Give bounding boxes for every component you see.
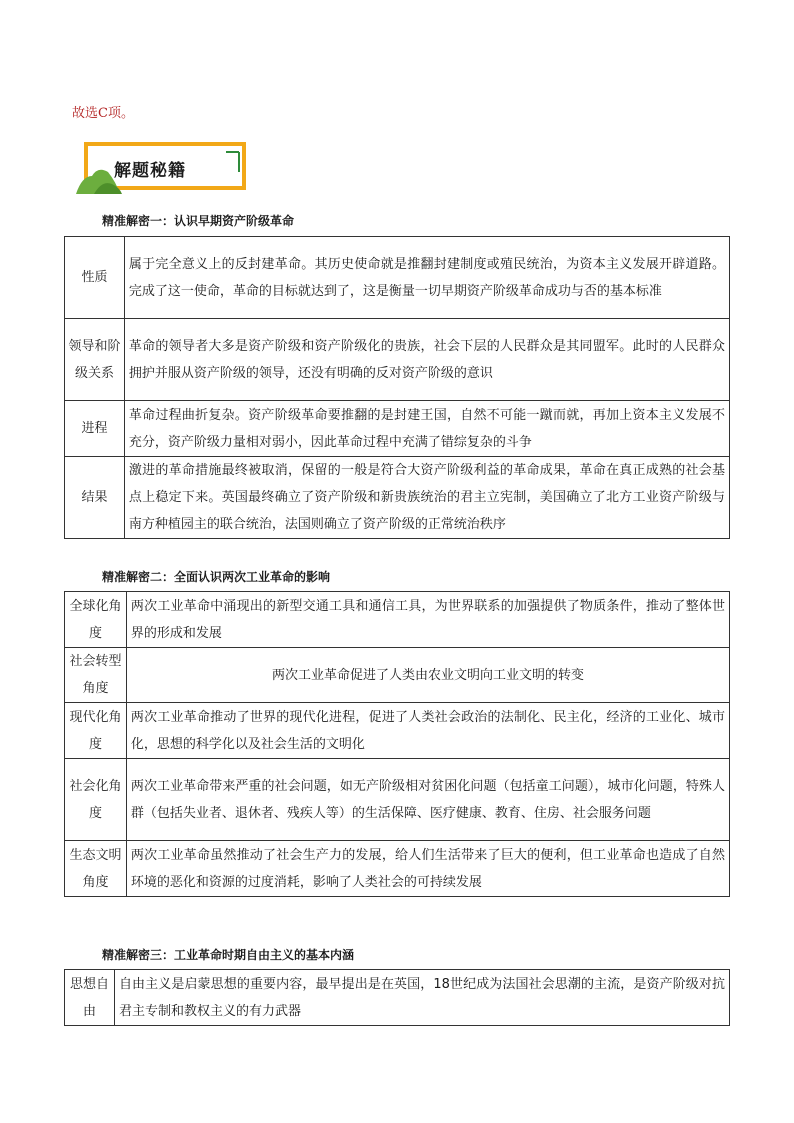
row-content: 自由主义是启蒙思想的重要内容，最早提出是在英国，18世纪成为法国社会思潮的主流，是资产阶级对抗君主专制和教权主义的有力武器 — [114, 970, 729, 1026]
table-row — [65, 592, 730, 648]
table-row — [65, 237, 730, 319]
row-head: 社会化角度 — [65, 759, 127, 841]
row-content: 属于完全意义上的反封建革命。其历史使命就是推翻封建制度或殖民统治，为资本主义发展开辟道路。完成了这一使命，革命的目标就达到了，这是衡量一切早期资产阶级革命成功与否的基本标准 — [124, 237, 729, 319]
section2-table — [64, 591, 730, 897]
row-content: 革命过程曲折复杂。资产阶级革命要推翻的是封建王国，自然不可能一蹴而就，再加上资本主义发展不充分，资产阶级力量相对弱小，因此革命过程中充满了错综复杂的斗争 — [124, 401, 729, 457]
section2-title: 精准解密二：全面认识两次工业革命的影响 — [102, 570, 331, 584]
row-content: 两次工业革命推动了世界的现代化进程，促进了人类社会政治的法制化、民主化，经济的工业化、城市化，思想的科学化以及社会生活的文明化 — [126, 703, 729, 759]
row-head: 结果 — [65, 457, 125, 539]
banner-title: 解题秘籍 — [114, 161, 186, 181]
answer-text: 故选C项。 — [72, 106, 134, 121]
section3-table — [64, 969, 730, 1026]
row-head: 生态文明角度 — [65, 841, 127, 897]
row-head: 思想自由 — [65, 970, 115, 1026]
row-content: 革命的领导者大多是资产阶级和资产阶级化的贵族，社会下层的人民群众是其同盟军。此时的人民群众拥护并服从资产阶级的领导，还没有明确的反对资产阶级的意识 — [124, 319, 729, 401]
row-content: 两次工业革命带来严重的社会问题，如无产阶级相对贫困化问题（包括童工问题），城市化问题，特殊人群（包括失业者、退休者、残疾人等）的生活保障、医疗健康、教育、住房、社会服务问题 — [126, 759, 729, 841]
row-head: 领导和阶级关系 — [65, 319, 125, 401]
table-row — [65, 970, 730, 1026]
table-row — [65, 319, 730, 401]
section1-title: 精准解密一：认识早期资产阶级革命 — [102, 214, 295, 228]
row-head: 全球化角度 — [65, 592, 127, 648]
table-row — [65, 841, 730, 897]
row-head: 社会转型角度 — [65, 648, 127, 703]
row-content: 激进的革命措施最终被取消，保留的一般是符合大资产阶级利益的革命成果，革命在真正成熟的社会基点上稳定下来。英国最终确立了资产阶级和新贵族统治的君主立宪制，美国确立了北方工业资产阶级与南方种植园主的联合统治，法国则确立了资产阶级的正常统治秩序 — [124, 457, 729, 539]
row-content: 两次工业革命促进了人类由农业文明向工业文明的转变 — [126, 648, 729, 703]
table-row — [65, 703, 730, 759]
row-head: 性质 — [65, 237, 125, 319]
row-content: 两次工业革命虽然推动了社会生产力的发展，给人们生活带来了巨大的便利，但工业革命也造成了自然环境的恶化和资源的过度消耗，影响了人类社会的可持续发展 — [126, 841, 729, 897]
table-row — [65, 759, 730, 841]
section-banner — [76, 142, 248, 194]
section1-table — [64, 236, 730, 539]
section3-title: 精准解密三：工业革命时期自由主义的基本内涵 — [102, 948, 355, 962]
table-row — [65, 648, 730, 703]
row-head: 进程 — [65, 401, 125, 457]
row-content: 两次工业革命中涌现出的新型交通工具和通信工具，为世界联系的加强提供了物质条件，推动了整体世界的形成和发展 — [126, 592, 729, 648]
table-row — [65, 457, 730, 539]
row-head: 现代化角度 — [65, 703, 127, 759]
table-row — [65, 401, 730, 457]
